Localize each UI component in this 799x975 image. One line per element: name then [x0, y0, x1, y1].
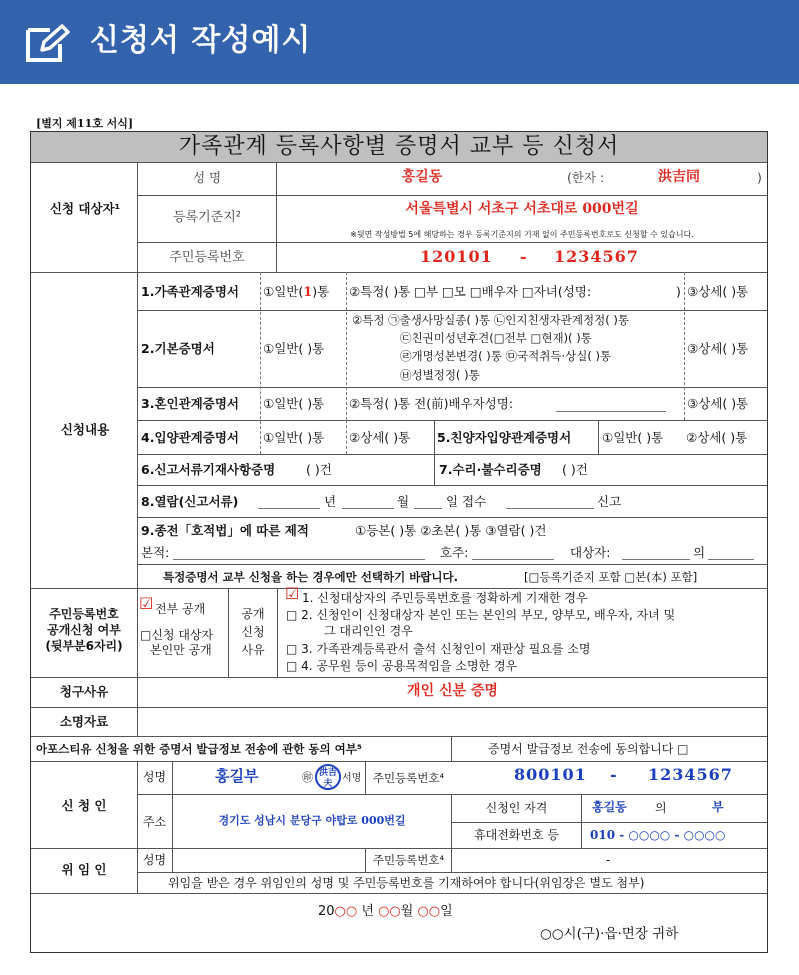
- reason-label-1: 공개: [241, 607, 265, 621]
- target-rrn-back: 1234567: [554, 247, 639, 266]
- delegate-note: 위임을 받은 경우 위임인의 성명 및 주민등록번호를 기재하여야 합니다(위임장은 별도 첨부): [168, 876, 645, 890]
- date-month-value: ○○: [378, 904, 401, 919]
- date-year-label: 년: [361, 904, 374, 919]
- row2-label: 2.기본증명서: [141, 341, 215, 356]
- target-basis-label: 등록기준지²: [172, 210, 241, 225]
- row4-detail: ②상세( )통: [349, 430, 411, 445]
- row1-label: 1.가족관계증명서: [141, 284, 239, 299]
- reason-label-2: 신청: [241, 625, 265, 639]
- self-only-label-1: □신청 대상자: [140, 628, 214, 642]
- apostille-consent[interactable]: 증명서 발급정보 전송에 동의합니다 □: [488, 742, 689, 756]
- form-title: 가족관계 등록사항별 증명서 교부 등 신청서: [31, 132, 767, 163]
- row8-month: 월: [397, 494, 410, 509]
- date-year-value: ○○: [334, 904, 358, 919]
- row4-label: 4.입양관계증명서: [141, 430, 239, 445]
- page-header-banner: [0, 0, 799, 84]
- applicant-name-label: 성명: [142, 770, 167, 784]
- full-disclosure-label: 전부 공개: [155, 602, 206, 616]
- applicant-section-label: 신 청 인: [61, 798, 107, 813]
- applicant-addr-label: 주소: [142, 815, 167, 829]
- delegate-name-label: 성명: [142, 853, 167, 867]
- date-day-value: ○○: [417, 904, 441, 919]
- target-basis-note: ※뒷면 작성방법 5에 해당하는 경우 등록기준지의 기재 없이 주민등록번호로도 신청할 수 있습니다.: [350, 230, 694, 239]
- specific-notice-options: [□등록기준지 포함 □본(本) 포함]: [524, 570, 698, 584]
- row9-options: ①등본( )통 ②초본( )통 ③열람( )건: [355, 523, 547, 538]
- rrn-disclosure-label-3: (뒷부분6자리): [45, 639, 123, 653]
- applicant-qual-name: 홍길동: [592, 800, 627, 814]
- evidence-label: 소명자료: [59, 714, 109, 729]
- form-number-label: [별지 제11호 서식]: [36, 117, 134, 130]
- apostille-label: 아포스티유 신청을 위한 증명서 발급정보 전송에 관한 동의 여부⁵: [36, 742, 362, 756]
- row9-honjeok: 본적:: [141, 545, 170, 560]
- application-date: [318, 904, 453, 920]
- row7-label: 7.수리·불수리증명: [439, 462, 542, 477]
- applicant-rrn-dash: -: [610, 765, 617, 784]
- target-rrn-dash: -: [520, 247, 527, 266]
- applicant-addr-value: 경기도 성남시 분당구 야탑로 000번길: [218, 814, 406, 827]
- row3-general: ①일반( )통: [263, 396, 325, 411]
- addressee: ○○시(구)·읍·면장 귀하: [540, 926, 679, 942]
- rrn-disclosure-label-2: 공개신청 여부: [47, 623, 121, 637]
- row4-general: ①일반( )통: [263, 430, 325, 445]
- applicant-qual-of: 의: [655, 801, 667, 815]
- row1-specific-close: ): [676, 284, 681, 299]
- applicant-phone-label: 휴대전화번호 등: [474, 828, 559, 842]
- date-month-label: 월: [400, 904, 414, 919]
- reason-2-cont: 그 대리인인 경우: [324, 624, 413, 638]
- reason-4: □ 4. 공무원 등이 공용목적임을 소명한 경우: [286, 659, 518, 673]
- specific-notice: 특정증명서 교부 신청을 하는 경우에만 선택하기 바랍니다.: [163, 570, 459, 584]
- row3-specific: ②특정( )통 전(前)배우자성명:: [349, 396, 514, 411]
- applicant-seal: [315, 764, 341, 790]
- row1-specific: ②특정( )통 □부 □모 □배우자 □자녀(성명:: [349, 284, 592, 299]
- row2-specific-line-3: ㉣개명성본변경( )통 ㉤국적취득·상실( )통: [400, 349, 612, 363]
- row9-relation: 의: [693, 545, 706, 560]
- target-rrn-label: 주민등록번호: [169, 250, 245, 265]
- row8-office: 신고: [597, 494, 622, 509]
- row5-general: ①일반( )통: [602, 430, 664, 445]
- row5-detail: ②상세( )통: [686, 430, 748, 445]
- page-title: 신청서 작성예시: [90, 23, 312, 58]
- applicant-sign-mark: ㊞: [302, 771, 313, 784]
- row2-specific-line-4: ㉥성별정정( )통: [400, 368, 480, 382]
- target-name-value: 홍길동: [401, 169, 443, 185]
- reason-1-checkbox[interactable]: ☑: [285, 584, 300, 603]
- reason-2: □ 2. 신청인이 신청대상자 본인 또는 본인의 부모, 양부모, 배우자, 자녀 및: [286, 608, 676, 622]
- target-name-label: 성 명: [192, 170, 222, 185]
- purpose-value: 개인 신분 증명: [407, 683, 498, 699]
- date-day-label: 일: [440, 904, 453, 919]
- applicant-phone-value: 010 - ○○○○ - ○○○○: [590, 828, 726, 842]
- row8-label: 8.열람(신고서류): [141, 494, 239, 509]
- target-rrn-front: 120101: [420, 247, 493, 266]
- row6-count: ( )건: [306, 462, 332, 477]
- rrn-disclosure-label-1: 주민등록번호: [49, 607, 119, 621]
- full-disclosure-checkbox[interactable]: ☑: [139, 594, 154, 613]
- applicant-rrn-back: 1234567: [648, 765, 733, 784]
- row1-general: [263, 284, 329, 301]
- target-hanja-value: 洪吉同: [658, 169, 700, 185]
- row5-label: 5.친양자입양관계증명서: [437, 430, 572, 445]
- target-hanja-label: (한자 :: [567, 170, 605, 185]
- applicant-seal-text: 洪吉夫: [318, 768, 337, 789]
- row9-label: 9.종전「호적법」에 따른 제적: [141, 523, 309, 538]
- reason-label-3: 사유: [241, 643, 265, 657]
- purpose-label: 청구사유: [59, 684, 109, 699]
- delegate-rrn-value: -: [606, 853, 611, 867]
- target-section-label: 신청 대상자¹: [49, 201, 121, 216]
- delegate-rrn-label: 주민등록번호⁴: [372, 853, 445, 867]
- row2-detail: ③상세( )통: [687, 341, 749, 356]
- self-only-label-2: 본인만 공개: [150, 643, 212, 657]
- target-hanja-close: ): [757, 170, 762, 185]
- row1-general-count: 1: [303, 285, 313, 300]
- date-prefix: 20: [318, 904, 335, 919]
- row2-specific-line-1: ②특정 ㉠출생사망실종( )통 ㉡인지친생자관계정정( )통: [352, 313, 629, 327]
- content-section-label: 신청내용: [60, 422, 110, 437]
- target-basis-value: 서울특별시 서초구 서초대로 000번길: [405, 201, 639, 217]
- row3-detail: ③상세( )통: [687, 396, 749, 411]
- row8-day: 일 접수: [446, 494, 487, 509]
- applicant-rrn-front: 800101: [514, 765, 587, 784]
- applicant-qual-label: 신청인 자격: [485, 801, 548, 815]
- row6-label: 6.신고서류기재사항증명: [141, 462, 276, 477]
- edit-icon: [24, 22, 72, 64]
- row2-specific-line-2: ㉢친권미성년후견(□전부 □현재)( )통: [400, 331, 592, 345]
- delegate-section-label: 위 임 인: [61, 862, 107, 877]
- row2-general: ①일반( )통: [263, 341, 325, 356]
- row7-count: ( )건: [562, 462, 588, 477]
- reason-3: □ 3. 가족관계등록관서 출석 신청인이 재판상 필요를 소명: [286, 642, 591, 656]
- applicant-sign-label: 서명: [342, 773, 362, 784]
- row1-general-post: )통: [312, 284, 330, 299]
- applicant-name-value: 홍길부: [215, 767, 259, 785]
- row8-year: 년: [324, 494, 337, 509]
- reason-1: 1. 신청대상자의 주민등록번호를 정확하게 기재한 경우: [302, 591, 588, 605]
- applicant-qual-relation: 부: [712, 800, 724, 814]
- row3-label: 3.혼인관계증명서: [141, 396, 239, 411]
- applicant-rrn-label: 주민등록번호⁴: [372, 771, 445, 785]
- row9-hoju: 호주:: [440, 545, 469, 560]
- row9-target: 대상자:: [570, 545, 611, 560]
- row1-general-pre: ①일반(: [263, 284, 304, 299]
- row1-detail: ③상세( )통: [687, 284, 749, 299]
